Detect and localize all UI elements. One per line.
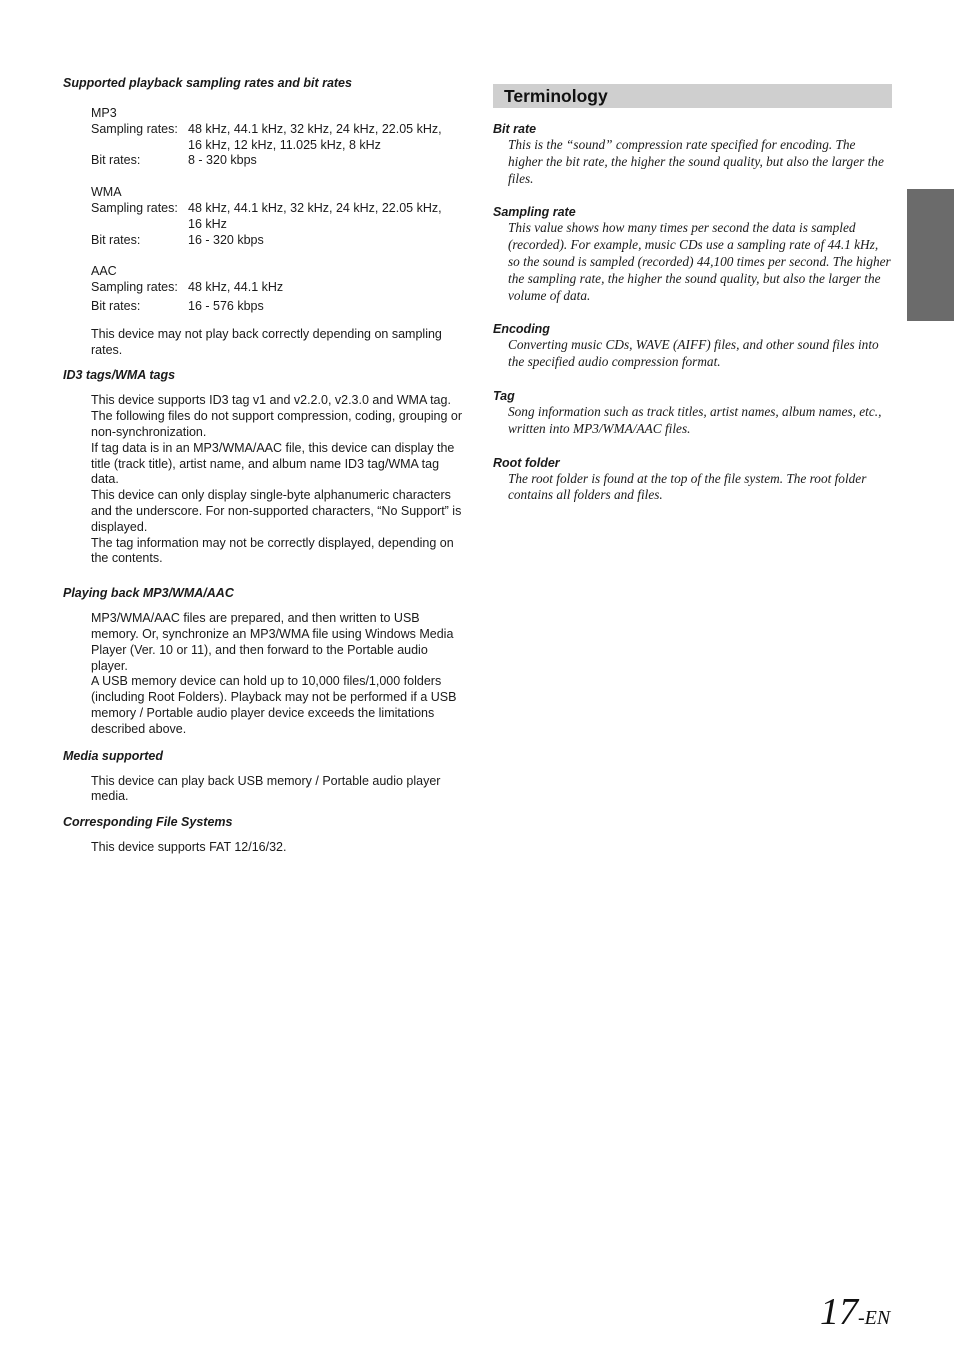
term-name: Bit rate: [493, 122, 537, 136]
right-column: [493, 84, 893, 504]
terminology-title: Terminology: [493, 84, 892, 108]
playing-back-paragraph: A USB memory device can hold up to 10,000 files/1,000 folders (including Root Folders). Playback may not be performed if a USB memory / Portable audio player device exceeds the limitations described above.: [91, 674, 457, 736]
id3-paragraph: This device supports ID3 tag v1 and v2.2.0, v2.3.0 and WMA tag. The following files do not support compression, coding, grouping or non-synchronization.: [91, 393, 463, 439]
term-definition: This is the “sound” compression rate specified for encoding. The higher the bit rate, the higher the sound quality, but also the larger the files.: [508, 137, 884, 186]
term-name: Tag: [493, 388, 515, 403]
term-entry: [493, 321, 893, 371]
term-entry: [493, 204, 893, 304]
term-entry: [493, 455, 893, 505]
bit-value: 16 - 320 kbps: [188, 232, 264, 247]
media-heading: Media supported: [63, 748, 164, 763]
term-definition: Song information such as track titles, artist names, album names, etc., written into MP3/WMA/AAC files.: [508, 403, 882, 436]
bit-label: Bit rates:: [91, 298, 141, 313]
id3-paragraph: This device can only display single-byte alphanumeric characters and the underscore. For non-supported characters, “No Support” is displayed.: [91, 488, 462, 534]
format-name-aac: AAC: [91, 264, 117, 279]
format-name-wma: WMA: [91, 185, 122, 200]
media-text: This device can play back USB memory / Portable audio player media.: [91, 773, 441, 804]
bit-value: 8 - 320 kbps: [188, 153, 257, 168]
sampling-values: [188, 122, 463, 154]
playing-back-paragraph: MP3/WMA/AAC files are prepared, and then written to USB memory. Or, synchronize an MP3/WMA file using Windows Media Player (Ver. 10 or 11), and then forward to the Portable audio player.: [91, 611, 454, 673]
page-number-value: 17: [820, 1291, 858, 1333]
format-name-mp3: MP3: [91, 106, 117, 120]
file-systems-heading: Corresponding File Systems: [63, 815, 233, 830]
term-entry: [493, 121, 893, 187]
file-systems-text: This device supports FAT 12/16/32.: [91, 840, 287, 855]
playback-rates-heading: Supported playback sampling rates and bit rates: [63, 76, 352, 90]
wma-sampling-row: [91, 201, 463, 233]
aac-sampling-row: [91, 280, 463, 296]
term-name: Encoding: [493, 322, 550, 337]
id3-body: [91, 393, 463, 567]
id3-paragraph: The tag information may not be correctly displayed, depending on the contents.: [91, 535, 454, 566]
term-entry: [493, 388, 893, 438]
playing-back-body: [91, 611, 463, 737]
wma-bit-row: [91, 233, 463, 249]
term-name: Root folder: [493, 455, 560, 470]
sampling-line-1: 48 kHz, 44.1 kHz, 32 kHz, 24 kHz, 22.05 kHz,: [188, 121, 442, 136]
bit-label: Bit rates:: [91, 153, 141, 168]
section-side-tab: [907, 189, 954, 321]
sampling-label: Sampling rates:: [91, 280, 178, 295]
aac-bit-row: [91, 299, 463, 315]
sampling-note: This device may not play back correctly depending on sampling rates.: [91, 326, 442, 357]
sampling-values: [188, 201, 463, 233]
sampling-label: Sampling rates:: [91, 121, 178, 136]
term-name: Sampling rate: [493, 205, 576, 220]
term-definition: The root folder is found at the top of the file system. The root folder contains all folders and files.: [508, 470, 867, 503]
sampling-line-2: 16 kHz, 12 kHz, 11.025 kHz, 8 kHz: [188, 137, 381, 152]
mp3-sampling-row: [91, 122, 463, 154]
sampling-label: Sampling rates:: [91, 200, 178, 215]
mp3-bit-row: [91, 153, 463, 169]
bit-label: Bit rates:: [91, 232, 141, 247]
term-definition: This value shows how many times per second the data is sampled (recorded). For example, music CDs use a sampling rate of 44.1 kHz, so the sound is sampled (recorded) 44,100 times per second. The higher the sampling rate, the higher the sound quality, but also the larger the volume of data.: [508, 220, 891, 303]
playing-back-heading: Playing back MP3/WMA/AAC: [63, 586, 234, 601]
id3-heading: ID3 tags/WMA tags: [63, 368, 176, 383]
page-number: [820, 1290, 890, 1334]
page-number-suffix: -EN: [858, 1307, 891, 1329]
left-column: [63, 75, 463, 856]
sampling-line-2: 16 kHz: [188, 216, 227, 231]
id3-paragraph: If tag data is in an MP3/WMA/AAC file, this device can display the title (track title), artist name, and album name ID3 tag/WMA tag data.: [91, 440, 455, 487]
term-definition: Converting music CDs, WAVE (AIFF) files, and other sound files into the specified audio compression format.: [508, 337, 879, 370]
sampling-values: 48 kHz, 44.1 kHz: [188, 280, 284, 295]
sampling-line-1: 48 kHz, 44.1 kHz, 32 kHz, 24 kHz, 22.05 kHz,: [188, 200, 442, 215]
bit-value: 16 - 576 kbps: [188, 298, 264, 313]
